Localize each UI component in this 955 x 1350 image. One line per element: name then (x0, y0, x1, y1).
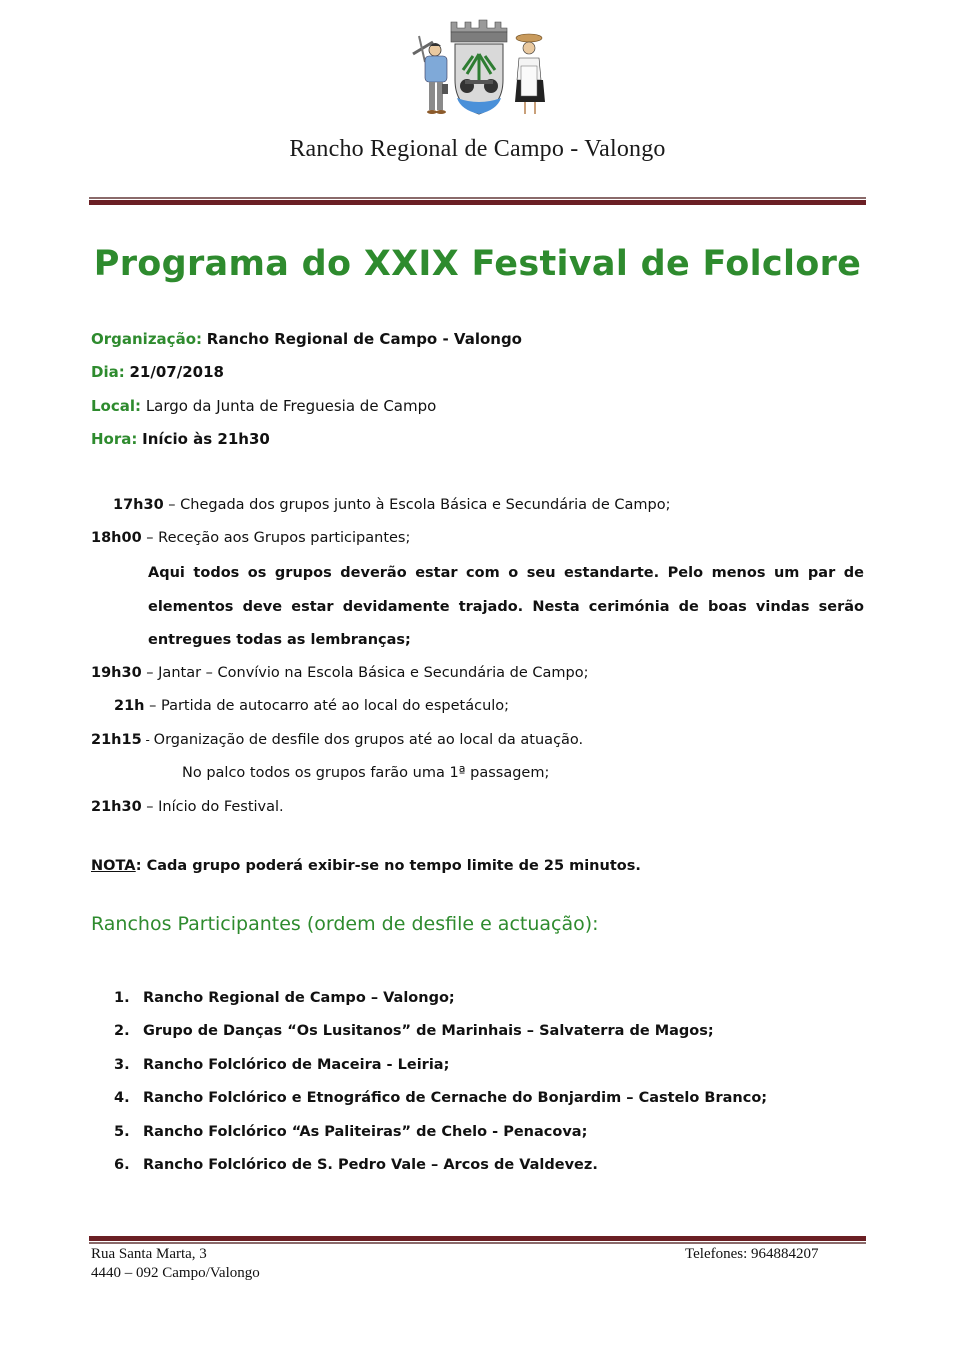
reception-note: Aqui todos os grupos deverão estar com o seu estandarte. Pelo menos um par de elementos deve estar devidamente trajado. Nesta cerimónia de boas vindas serão entregues todas as lembranças; (148, 565, 864, 648)
info-value: Início às 21h30 (142, 430, 270, 448)
info-label: Local: (91, 397, 142, 415)
document-title: Programa do XXIX Festival de Folclore (93, 244, 862, 284)
info-value: 21/07/2018 (129, 363, 224, 381)
schedule-separator: – (144, 698, 161, 714)
participant-name: Rancho Folclórico “As Paliteiras” de Chelo - Penacova; (143, 1124, 588, 1140)
participant-number: 1. (114, 990, 130, 1006)
info-value: Largo da Junta de Freguesia de Campo (145, 397, 437, 415)
info-value: Rancho Regional de Campo - Valongo (206, 330, 522, 348)
schedule-description: Chegada dos grupos junto à Escola Básica e Secundária de Campo; (180, 497, 671, 513)
info-label: Dia: (91, 363, 125, 381)
schedule-item (91, 530, 410, 546)
participant-item (114, 1157, 598, 1173)
info-label: Hora: (91, 430, 138, 448)
header-divider (89, 197, 866, 205)
participant-number: 5. (114, 1124, 130, 1140)
stage-note (182, 765, 549, 781)
participant-number: 3. (114, 1057, 130, 1073)
schedule-time: 21h (114, 698, 145, 714)
schedule-item (114, 698, 509, 714)
shield-icon (451, 20, 507, 114)
peasant-woman-figure-icon (515, 34, 545, 114)
participant-number: 6. (114, 1157, 130, 1173)
participant-name: Rancho Folclórico e Etnográfico de Cernache do Bonjardim – Castelo Branco; (143, 1090, 768, 1106)
footer-address-line1: Rua Santa Marta, 3 (91, 1246, 207, 1262)
schedule-separator: – (141, 665, 159, 681)
schedule-description: Início do Festival. (158, 799, 284, 815)
footer-divider (89, 1236, 866, 1244)
schedule-description: Jantar – Convívio na Escola Básica e Secundária de Campo; (158, 665, 589, 681)
coat-of-arms-icon (405, 6, 555, 124)
participant-name: Rancho Regional de Campo – Valongo; (143, 990, 455, 1006)
header-organization-title: Rancho Regional de Campo - Valongo (289, 136, 666, 162)
schedule-item (113, 497, 670, 513)
schedule-item (91, 732, 583, 748)
schedule-time: 17h30 (113, 497, 164, 513)
participant-item (114, 1124, 587, 1140)
participant-number: 4. (114, 1090, 130, 1106)
schedule-time: 21h30 (91, 799, 142, 815)
participants-heading: Ranchos Participantes (ordem de desfile e actuação): (91, 913, 599, 935)
schedule-description: Partida de autocarro até ao local do espetáculo; (160, 698, 510, 714)
participant-name: Rancho Folclórico de S. Pedro Vale – Arcos de Valdevez. (143, 1157, 598, 1173)
info-dia (91, 363, 224, 381)
participant-name: Rancho Folclórico de Maceira - Leiria; (143, 1057, 450, 1073)
stage-note-text: No palco todos os grupos farão uma 1ª passagem; (182, 765, 550, 781)
info-label: Organização: (91, 330, 202, 348)
info-hora (91, 430, 270, 448)
footer-address-line2: 4440 – 092 Campo/Valongo (91, 1265, 260, 1281)
schedule-description: Organização de desfile dos grupos até ao local da atuação. (153, 732, 584, 748)
schedule-time: 19h30 (91, 665, 142, 681)
coat-of-arms-logo (405, 6, 555, 124)
schedule-separator: – (141, 799, 159, 815)
nota-label: NOTA (91, 858, 136, 874)
schedule-description: Receção aos Grupos participantes; (158, 530, 411, 546)
schedule-time: 18h00 (91, 530, 142, 546)
participant-item (114, 1090, 767, 1106)
schedule-separator: – (141, 530, 159, 546)
schedule-separator: – (163, 497, 181, 513)
miner-figure-icon (413, 36, 448, 114)
info-local (91, 397, 436, 415)
participant-item (114, 1023, 714, 1039)
participant-item (114, 990, 455, 1006)
participant-number: 2. (114, 1023, 130, 1039)
footer-phone: Telefones: 964884207 (685, 1246, 819, 1262)
schedule-item (91, 799, 284, 815)
info-organizacao (91, 330, 522, 348)
schedule-item (91, 665, 588, 681)
participant-item (114, 1057, 449, 1073)
participant-name: Grupo de Danças “Os Lusitanos” de Marinhais – Salvaterra de Magos; (143, 1023, 714, 1039)
nota-line (91, 858, 641, 874)
nota-text: : Cada grupo poderá exibir-se no tempo limite de 25 minutos. (135, 858, 641, 874)
schedule-time: 21h15 (91, 732, 142, 748)
schedule-separator: - (141, 733, 154, 747)
